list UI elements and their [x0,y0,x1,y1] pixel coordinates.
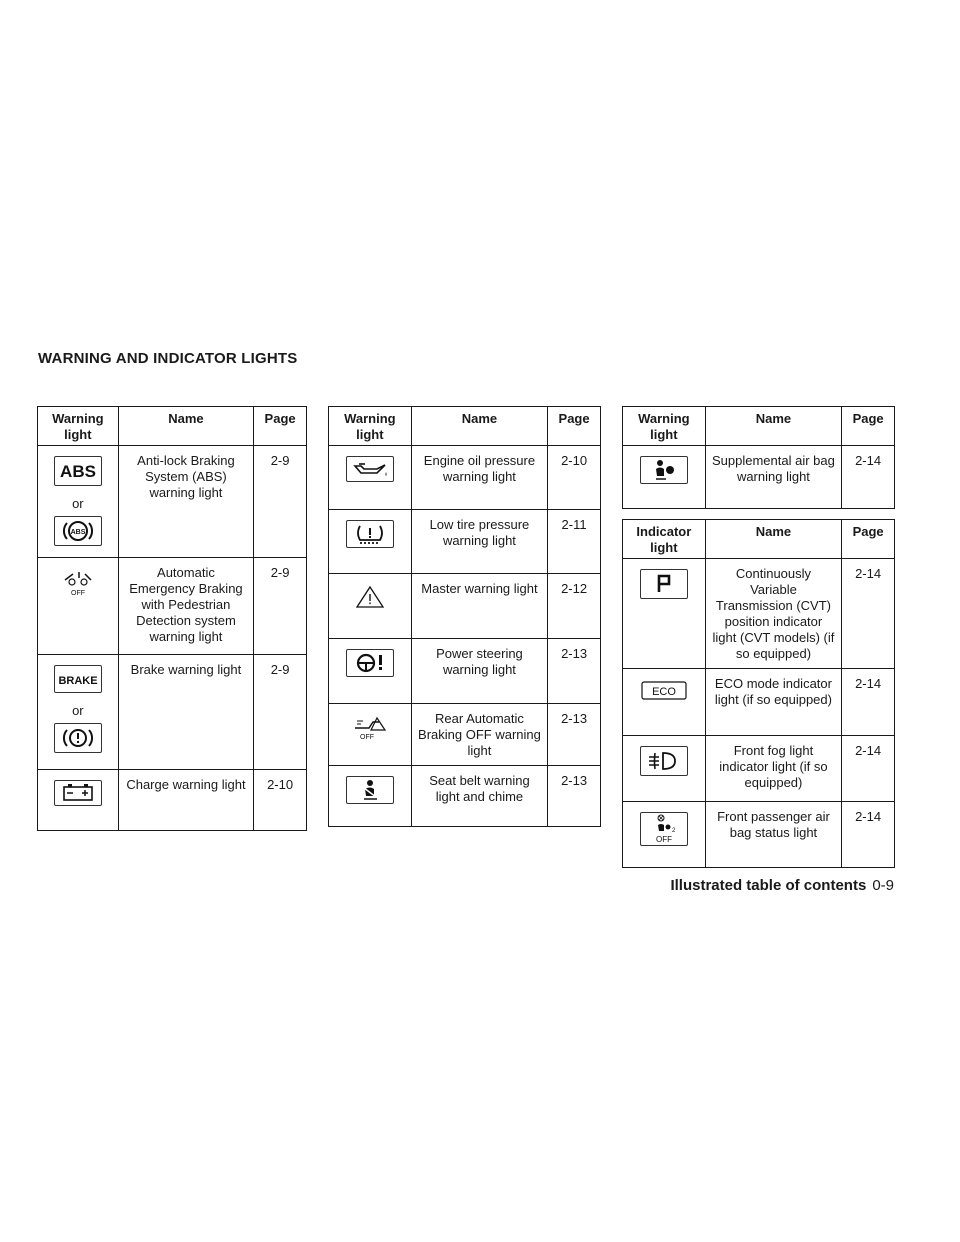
passenger-airbag-off-icon [640,812,688,846]
name-cell: Charge warning light [118,770,253,831]
off-text: OFF [359,734,374,741]
page-cell: 2-13 [548,766,601,827]
table-row [329,704,601,766]
icon-cell [329,704,412,766]
icon-cell [38,655,119,770]
icon-cell [38,558,119,655]
name-cell: Master warning light [411,574,547,639]
icon-cell [329,446,412,510]
table-row [329,446,601,510]
header-name: Name [411,407,547,446]
table-row [329,510,601,574]
section-title: WARNING AND INDICATOR LIGHTS [38,350,298,367]
warning-lights-table-1 [37,406,307,831]
header-name: Name [705,520,842,559]
icon-cell [623,559,706,669]
name-cell: Continuously Variable Transmission (CVT) position indicator light (CVT models) (if so equipped) [705,559,842,669]
page-cell: 2-13 [548,639,601,704]
icon-cell [329,574,412,639]
warning-lights-table-2 [328,406,601,827]
table-row [623,736,895,802]
fog-light-icon [640,746,688,776]
abs-small-text: ABS [70,529,86,536]
header-page: Page [842,407,895,446]
name-cell: Front fog light indicator light (if so equipped) [705,736,842,802]
brake-text: BRAKE [58,675,98,687]
page-cell: 2-13 [548,704,601,766]
header-warning-light: Warning light [38,407,119,446]
page-cell: 2-14 [842,559,895,669]
icon-cell [623,669,706,736]
header-page: Page [842,520,895,559]
page-cell: 2-10 [548,446,601,510]
page-footer [670,877,894,894]
table-row [623,446,895,509]
icon-cell [623,446,706,509]
table-row [38,770,307,831]
brake-text-icon [54,665,102,693]
header-name: Name [118,407,253,446]
header-page: Page [548,407,601,446]
name-cell: ECO mode indicator light (if so equipped) [705,669,842,736]
icon-cell [38,770,119,831]
or-label: or [72,496,84,511]
page-cell: 2-14 [842,802,895,868]
name-cell: Rear Automatic Braking OFF warning light [411,704,547,766]
table-row [623,802,895,868]
page-cell: 2-9 [254,655,307,770]
name-cell: Seat belt warning light and chime [411,766,547,827]
table-row [38,655,307,770]
table-row [38,446,307,558]
abs-text-icon [54,456,102,486]
name-cell: Automatic Emergency Braking with Pedestrian Detection system warning light [118,558,253,655]
abs-circle-icon [54,516,102,546]
table-row [623,669,895,736]
name-cell: Power steering warning light [411,639,547,704]
svg-text:2: 2 [671,828,676,834]
page-cell: 2-14 [842,669,895,736]
or-label: or [72,703,84,718]
name-cell: Front passenger air bag status light [705,802,842,868]
eco-text: ECO [651,686,676,698]
name-cell: Low tire pressure warning light [411,510,547,574]
abs-text: ABS [59,462,96,481]
page-cell: 2-9 [254,558,307,655]
icon-cell [623,802,706,868]
rear-braking-off-icon [347,714,393,742]
icon-cell [329,766,412,827]
page-cell: 2-10 [254,770,307,831]
header-name: Name [705,407,842,446]
power-steering-icon [346,649,394,677]
brake-circle-icon [54,723,102,753]
icon-cell [329,510,412,574]
oil-can-icon [346,456,394,482]
cvt-p-icon [640,569,688,599]
indicator-lights-table [622,519,895,868]
table-row [329,574,601,639]
header-indicator-light: Indicator light [623,520,706,559]
eco-icon [639,679,689,703]
page-cell: 2-14 [842,736,895,802]
footer-page-number: 0-9 [872,877,894,894]
icon-cell [329,639,412,704]
page-cell: 2-11 [548,510,601,574]
airbag-icon [640,456,688,484]
footer-chapter: Illustrated table of contents [670,877,867,894]
header-warning-light: Warning light [329,407,412,446]
table-row [329,766,601,827]
master-warning-icon [347,584,393,610]
header-page: Page [254,407,307,446]
warning-lights-table-3 [622,406,895,509]
aeb-off-icon [55,568,101,598]
off-text: OFF [70,590,85,597]
icon-cell [623,736,706,802]
header-warning-light: Warning light [623,407,706,446]
table-row [38,558,307,655]
page-cell: 2-14 [842,446,895,509]
table-row [329,639,601,704]
battery-icon [54,780,102,806]
seat-belt-icon [346,776,394,804]
name-cell: Anti-lock Braking System (ABS) warning light [118,446,253,558]
name-cell: Supplemental air bag warning light [705,446,842,509]
off-text: OFF [655,835,672,844]
icon-cell [38,446,119,558]
tire-pressure-icon [346,520,394,548]
name-cell: Brake warning light [118,655,253,770]
table-row [623,559,895,669]
name-cell: Engine oil pressure warning light [411,446,547,510]
page-cell: 2-9 [254,446,307,558]
page-cell: 2-12 [548,574,601,639]
